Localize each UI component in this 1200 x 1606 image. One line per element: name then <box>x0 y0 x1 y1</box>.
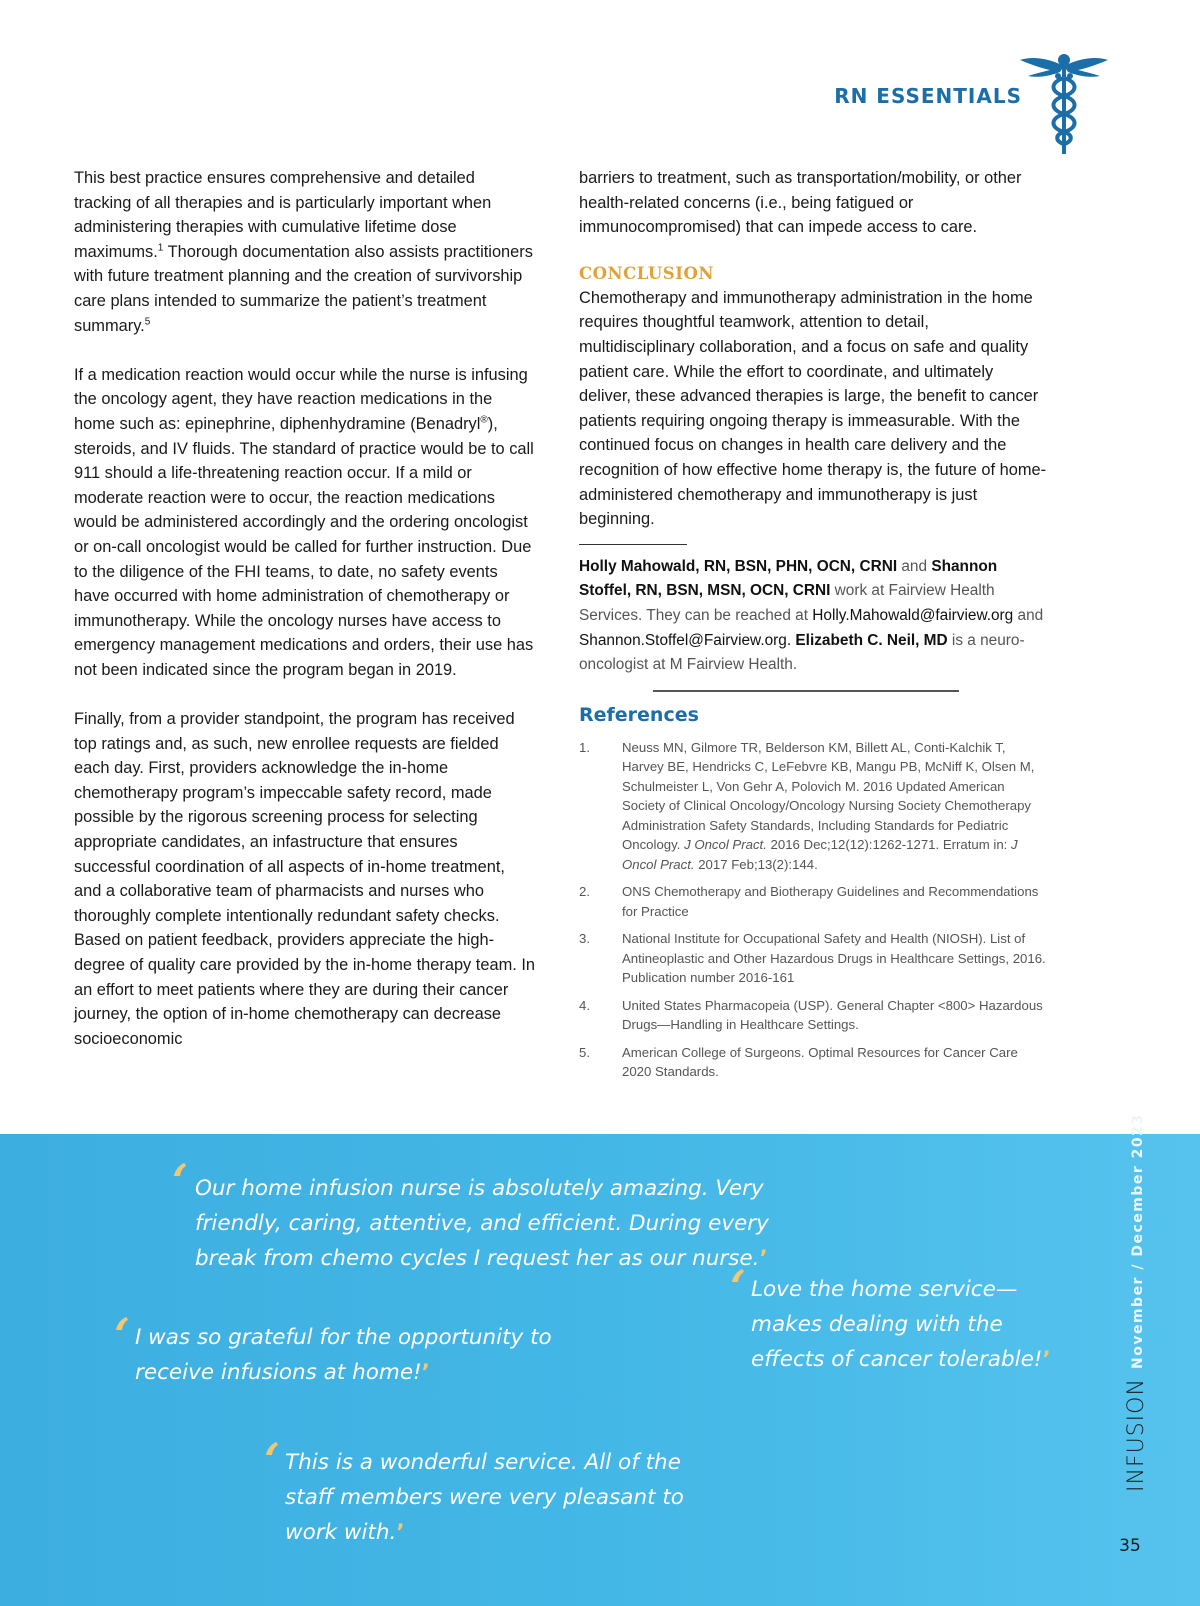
magazine-logo: INFUSION <box>1124 1378 1149 1492</box>
testimonial-quote: I was so grateful for the opportunity to receive infusions at home!’ <box>135 1325 552 1385</box>
email-link[interactable]: Holly.Mahowald@fairview.org <box>812 606 1014 624</box>
divider <box>579 544 687 545</box>
paragraph-continuation: barriers to treatment, such as transportation/mobility, or other health-related concerns (i.e., being fatigued or immunocompromised) that can impede access to care. <box>579 169 1022 237</box>
open-quote-icon: ‘ <box>114 1308 131 1362</box>
reference-item: 4. United States Pharmacopeia (USP). General Chapter <800> Hazardous Drugs—Handling in Healthcare Settings. <box>579 997 1043 1033</box>
testimonial-quote: This is a wonderful service. All of the staff members were very pleasant to work with.’ <box>285 1450 684 1545</box>
open-quote-icon: ‘ <box>172 1154 189 1208</box>
divider <box>653 690 959 692</box>
reference-item: 5. American College of Surgeons. Optimal Resources for Cancer Care 2020 Standards. <box>579 1044 1018 1080</box>
reference-item: 3. National Institute for Occupational Safety and Health (NIOSH). List of Antineoplastic and Other Hazardous Drugs in Healthcare Settings, 2016. Publication number 2016-161 <box>579 931 1046 986</box>
paragraph-medication-reaction: If a medication reaction would occur while the nurse is infusing the oncology agent, they have reaction medications in the home such as: epinephrine, diphenhydramine (Benadryl®), steroids, and IV fluids. The standard of practice would be to call 911 should a life-threatening reaction occur. If a mild or moderate reaction were to occur, the reaction medications would be administered accordingly and the ordering oncologist or on-call oncologist would be called for further instruction. Due to the diligence of the FHI teams, to date, no safety events have occurred with home administration of chemotherapy or immunotherapy. While the oncology nurses have access to emergency management medications and orders, their use has not been indicated since the program began in 2019. <box>74 365 534 679</box>
open-quote-icon: ‘ <box>730 1260 747 1314</box>
author-name: Holly Mahowald, RN, BSN, PHN, OCN, CRNI <box>579 557 898 575</box>
paragraph-documentation: This best practice ensures comprehensive and detailed tracking of all therapies and is particularly important when administering therapies with cumulative lifetime dose maximums.$^1$ Thorough documentation also assists practitioners with future treatment planning and the creation of survivorship care plans intended to summarize the patient’s treatment summary.$^5$ <box>74 169 533 335</box>
conclusion-heading: CONCLUSION <box>579 263 714 283</box>
email-link[interactable]: Shannon.Stoffel@Fairview.org. <box>579 631 792 649</box>
issue-date: November / December 2023 <box>1130 1113 1146 1369</box>
author-name: Elizabeth C. Neil, MD <box>795 631 948 649</box>
open-quote-icon: ‘ <box>264 1433 281 1487</box>
section-title: RN ESSENTIALS <box>834 84 1022 108</box>
references-list <box>579 738 1049 1082</box>
conclusion-text: Chemotherapy and immunotherapy administration in the home requires thoughtful teamwork, attention to detail, multidisciplinary collaboration, and a focus on safe and quality patient care. While the effort to coordinate, and ultimately deliver, these advanced therapies is large, the benefit to cancer patients requiring ongoing therapy is immeasurable. With the continued focus on changes in health care delivery and the recognition of how effective home therapy is, the future of home-administered chemotherapy and immunotherapy is just beginning. <box>579 288 1047 529</box>
author-name: Shannon Stoffel, RN, BSN, MSN, OCN, CRNI <box>579 557 998 600</box>
caduceus-icon <box>1018 48 1110 158</box>
reference-item: 2. ONS Chemotherapy and Biotherapy Guidelines and Recommendations for Practice <box>579 884 1039 919</box>
article-right-column <box>579 166 1049 1090</box>
testimonial-quote: Our home infusion nurse is absolutely amazing. Very friendly, caring, attentive, and efficient. During every break from chemo cycles I request her as our nurse.’ <box>195 1176 769 1271</box>
paragraph-provider-standpoint: Finally, from a provider standpoint, the program has received top ratings and, as such, new enrollee requests are fielded each day. First, providers acknowledge the in-home chemotherapy program’s impeccable safety record, made possible by the rigorous screening process for selecting appropriate candidates, an infastructure that ensures successful coordination of all aspects of in-home treatment, and a collaborative team of pharmacists and nurses who thoroughly complete intentionally redundant safety checks. Based on patient feedback, providers appreciate the high-degree of quality care provided by the in-home therapy team. In an effort to meet patients where they are during their cancer journey, the option of in-home chemotherapy can decrease socioeconomic <box>74 710 536 1048</box>
testimonial-quote: Love the home service—makes dealing with the effects of cancer tolerable!’ <box>751 1277 1051 1372</box>
references-heading: References <box>579 703 699 726</box>
page-number: 35 <box>1119 1536 1141 1556</box>
author-bio: Holly Mahowald, RN, BSN, PHN, OCN, CRNI and Shannon Stoffel, RN, BSN, MSN, OCN, CRNI work at Fairview Health Services. They can be reached at Holly.Mahowald@fairview.org and Shannon.Stoffel@Fairview.org. Elizabeth C. Neil, MD is a neuro-oncologist at M Fairview Health. <box>579 557 1044 674</box>
article-left-column <box>74 166 536 1051</box>
reference-item: 1. Neuss MN, Gilmore TR, Belderson KM, Billett AL, Conti-Kalchik T, Harvey BE, Hendricks C, LeFebvre KB, Mangu PB, McNiff K, Olsen M, Schulmeister L, Von Gehr A, Polovich M. 2016 Updated American Society of Clinical Oncology/Oncology Nursing Society Chemotherapy Administration Safety Standards, Including Standards for Pediatric Oncology. J Oncol Pract. 2016 Dec;12(12):1262-1271. Erratum in: J Oncol Pract. 2017 Feb;13(2):144. <box>579 739 1035 872</box>
